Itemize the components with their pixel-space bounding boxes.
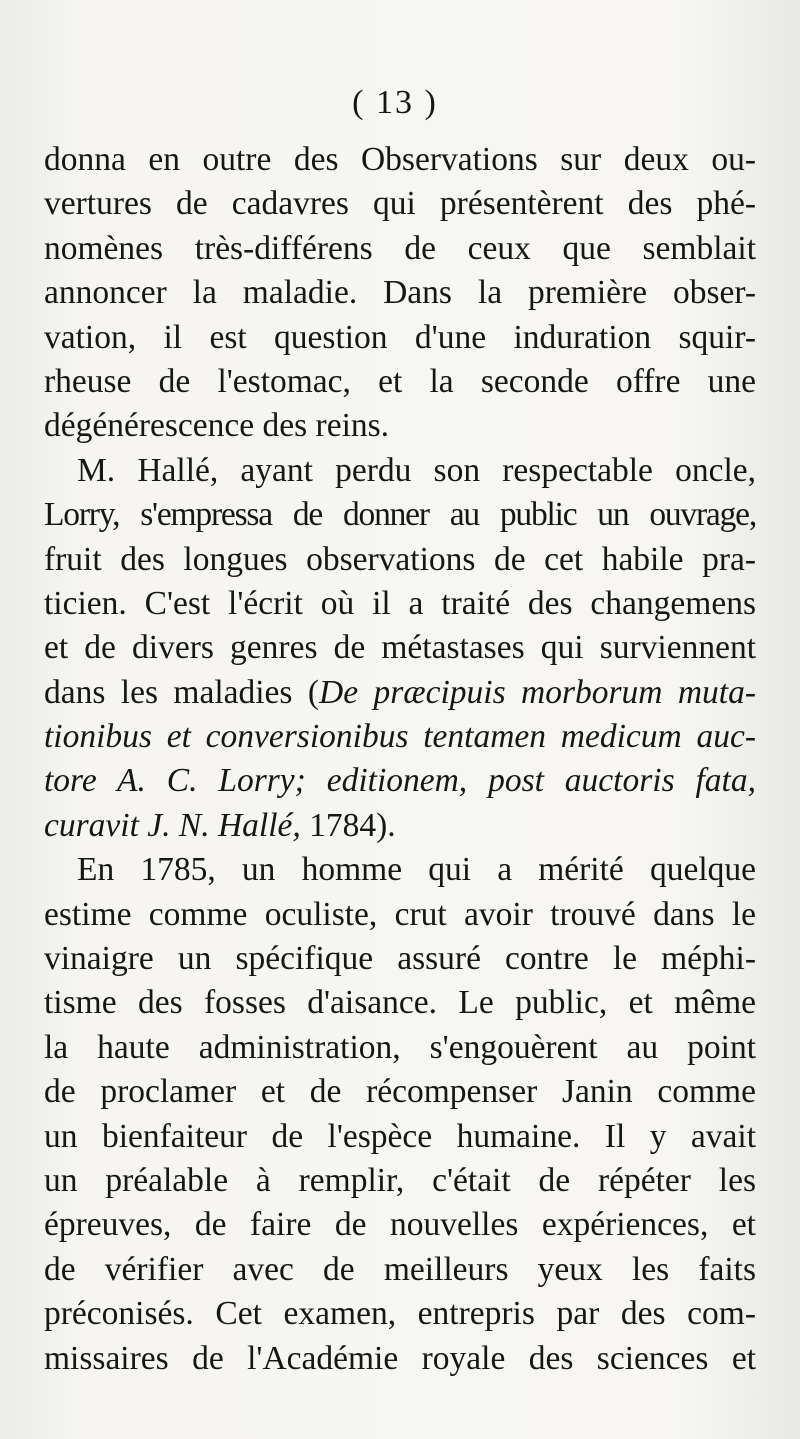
text-line: missaires de l'Académie royale des sciences et xyxy=(44,1339,756,1377)
text-line: ticien. C'est l'écrit où il a traité des changemens xyxy=(44,584,756,622)
paragraph-start-line: En 1785, un homme qui a mérité quelque xyxy=(77,851,756,889)
page-number: ( 13 ) xyxy=(352,84,438,121)
text-line: de vérifier avec de meilleurs yeux les faits xyxy=(44,1250,756,1288)
text-line: donna en outre des Observations sur deux ou- xyxy=(44,141,756,178)
text-line: la haute administration, s'engouèrent au point xyxy=(44,1028,756,1066)
text-line: vation, il est question d'une induration squir- xyxy=(44,318,756,356)
latin-citation-line: tore A. C. Lorry; editionem, post auctoris fata, xyxy=(44,762,756,800)
text-line: Lorry, s'empressa de donner au public un ouvrage, xyxy=(44,496,756,534)
text-line: annoncer la maladie. Dans la première obser- xyxy=(44,274,756,312)
text-line xyxy=(44,671,756,715)
text-line: et de divers genres de métastases qui surviennent xyxy=(44,629,756,667)
text-segment: dans les maladies ( xyxy=(44,673,320,711)
text-line: dégénérescence des reins. xyxy=(44,407,390,445)
text-line: un bienfaiteur de l'espèce humaine. Il y avait xyxy=(44,1117,756,1155)
latin-citation: curavit J. N. Hallé, xyxy=(44,806,301,844)
text-line: épreuves, de faire de nouvelles expériences, et xyxy=(44,1206,756,1244)
text-line: de proclamer et de récompenser Janin comme xyxy=(44,1073,756,1111)
text-line: vinaigre un spécifique assuré contre le méphi- xyxy=(44,940,756,978)
text-line: tisme des fosses d'aisance. Le public, et même xyxy=(44,984,756,1022)
text-line: préconisés. Cet examen, entrepris par des com- xyxy=(44,1295,756,1333)
text-line: un préalable à remplir, c'était de répéter les xyxy=(44,1161,756,1199)
text-line: rheuse de l'estomac, et la seconde offre une xyxy=(44,362,756,400)
latin-citation: De præcipuis morborum muta- xyxy=(319,673,757,711)
latin-citation-line: tionibus et conversionibus tentamen medicum auc- xyxy=(44,718,756,756)
text-line xyxy=(44,804,756,848)
text-segment: 1784). xyxy=(300,806,396,844)
text-line: fruit des longues observations de cet habile pra- xyxy=(44,540,756,578)
paragraph-start-line: M. Hallé, ayant perdu son respectable oncle, xyxy=(77,451,756,489)
text-line: vertures de cadavres qui présentèrent des phé- xyxy=(44,185,756,223)
text-line: nomènes très-différens de ceux que semblait xyxy=(44,229,756,267)
text-line: estime comme oculiste, crut avoir trouvé dans le xyxy=(44,895,756,933)
body-text xyxy=(44,138,756,1381)
